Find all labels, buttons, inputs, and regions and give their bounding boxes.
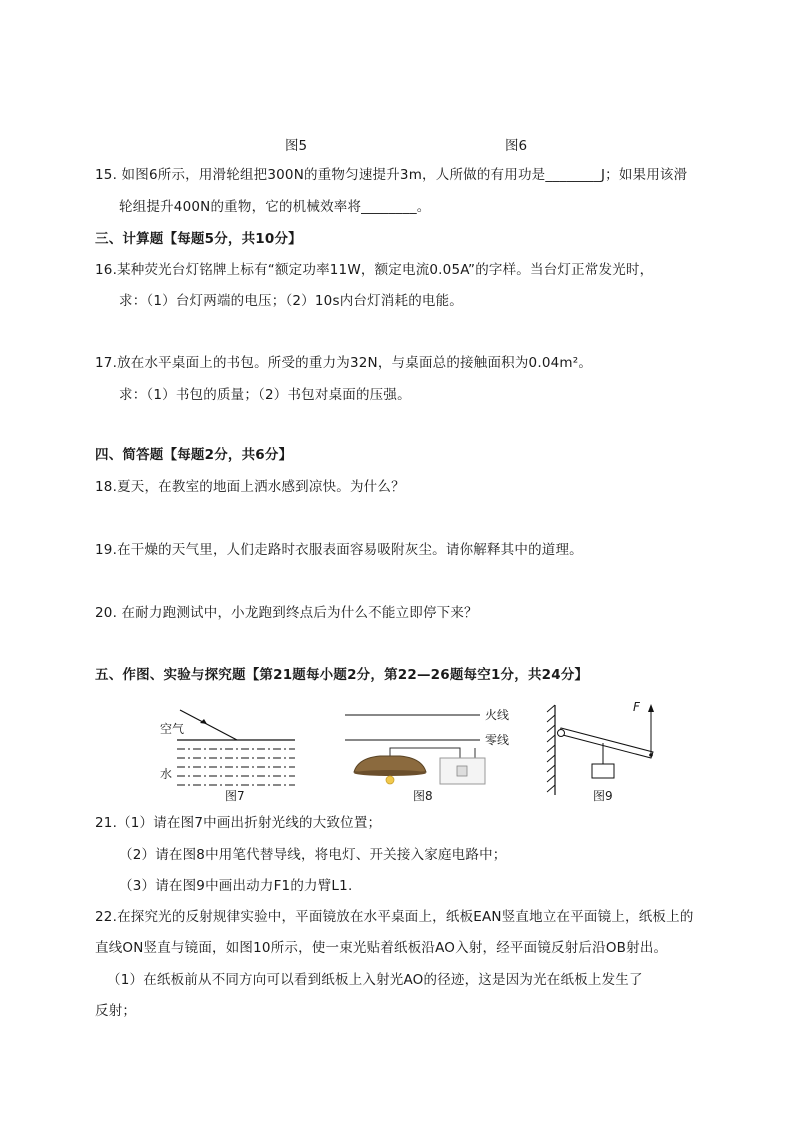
q20-text: 20. 在耐力跑测试中，小龙跑到终点后为什么不能立即停下来？ xyxy=(95,605,478,621)
q22-line4: 反射； xyxy=(95,1003,137,1019)
figure-9-caption: 图9 xyxy=(593,789,613,803)
figure-5-caption: 图5 xyxy=(285,138,308,154)
live-wire-label: 火线 xyxy=(485,708,510,722)
incident-ray xyxy=(180,710,237,740)
q22-line3: （1）在纸板前从不同方向可以看到纸板上入射光AO的径迹，这是因为光在纸板上发生了 xyxy=(107,972,643,988)
q21-line2: （2）请在图8中用笔代替导线，将电灯、开关接入家庭电路中； xyxy=(119,847,507,863)
section5-title: 五、作图、实验与探究题【第21题每小题2分，第22—26题每空1分，共24分】 xyxy=(95,667,589,683)
lever-bar xyxy=(559,728,653,758)
q19-text: 19.在干燥的天气里，人们走路时衣服表面容易吸附灰尘。请你解释其中的道理。 xyxy=(95,542,583,558)
q22-line2: 直线ON竖直与镜面，如图10所示，使一束光贴着纸板沿AO入射，经平面镜反射后沿OB射出。 xyxy=(95,940,668,956)
bulb-icon xyxy=(386,776,394,784)
q16-line1: 16.某种荧光台灯铭牌上标有“额定功率11W，额定电流0.05A”的字样。当台灯正常发光时， xyxy=(95,262,654,278)
q15-line2: 轮组提升400N的重物，它的机械效率将________。 xyxy=(119,199,431,215)
figure-9 xyxy=(545,700,675,805)
q18-text: 18.夏天，在教室的地面上洒水感到凉快。为什么？ xyxy=(95,479,405,495)
q21-line1: 21.（1）请在图7中画出折射光线的大致位置； xyxy=(95,815,382,831)
water-label: 水 xyxy=(160,767,173,781)
lamp-shade xyxy=(354,756,426,772)
force-arrowhead xyxy=(648,704,654,712)
figure-6-caption: 图6 xyxy=(505,138,528,154)
switch-button xyxy=(457,766,467,776)
pivot-icon xyxy=(558,730,565,737)
figure-7-caption: 图7 xyxy=(225,789,245,803)
q22-line1: 22.在探究光的反射规律实验中，平面镜放在水平桌面上，纸板EAN竖直地立在平面镜上，纸板上的 xyxy=(95,909,694,925)
wall-hatching xyxy=(547,705,555,792)
q15-line1: 15. 如图6所示，用滑轮组把300N的重物匀速提升3m，人所做的有用功是________J；如果用该滑 xyxy=(95,167,688,183)
q17-line1: 17.放在水平桌面上的书包。所受的重力为32N，与桌面总的接触面积为0.04m²。 xyxy=(95,355,593,371)
q16-line2: 求：（1）台灯两端的电压；（2）10s内台灯消耗的电能。 xyxy=(119,293,463,309)
air-label: 空气 xyxy=(160,722,185,736)
neutral-wire-label: 零线 xyxy=(485,733,510,747)
lamp-rim xyxy=(354,770,426,776)
figure-7 xyxy=(155,700,305,805)
section3-title: 三、计算题【每题5分，共10分】 xyxy=(95,231,302,247)
q21-line3: （3）请在图9中画出动力F1的力臂L1. xyxy=(119,878,353,894)
figure-8-caption: 图8 xyxy=(413,789,433,803)
section4-title: 四、简答题【每题2分，共6分】 xyxy=(95,447,293,463)
figure-8 xyxy=(340,700,520,805)
weight-block xyxy=(592,764,614,778)
force-label: F xyxy=(633,700,640,714)
q17-line2: 求：（1）书包的质量；（2）书包对桌面的压强。 xyxy=(119,387,411,403)
